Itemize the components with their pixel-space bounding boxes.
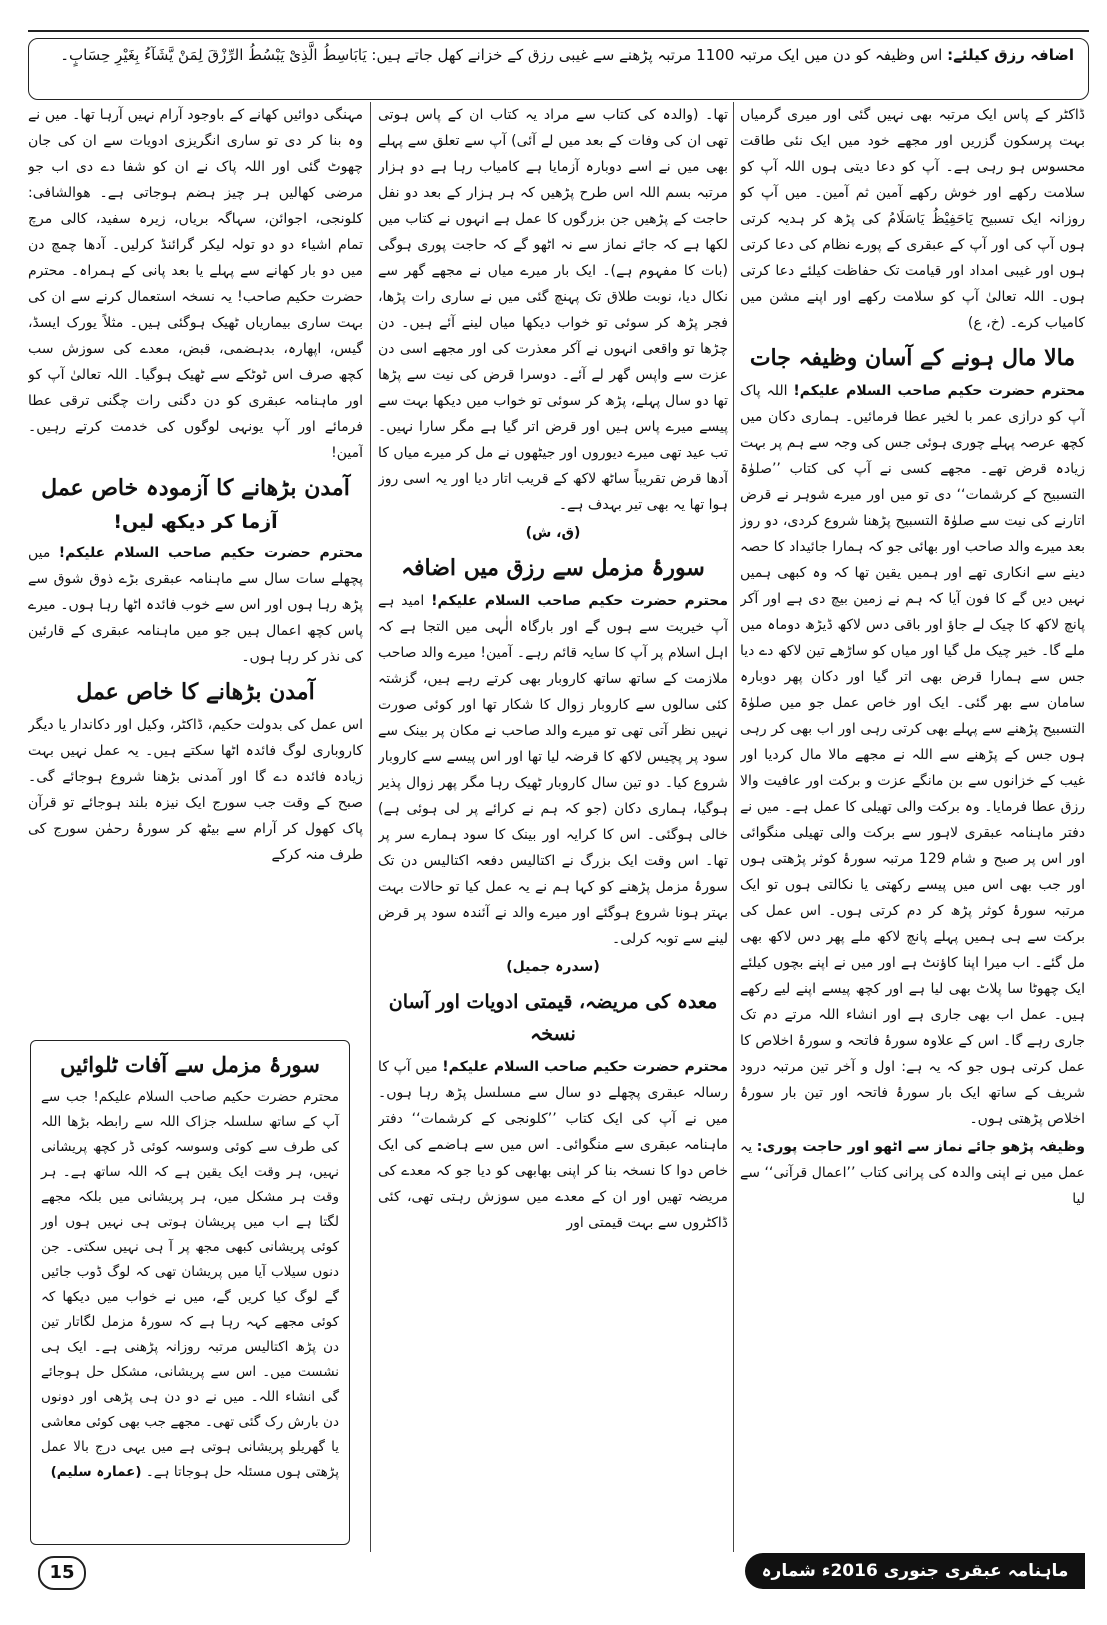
wazifa-banner xyxy=(28,38,1089,100)
left-salute: محترم حضرت حکیم صاحب السلام علیکم! xyxy=(58,545,363,561)
middle-signature: (سدرہ جمیل) xyxy=(506,959,600,975)
magazine-footer: ماہنامہ عبقری جنوری 2016ء شمارہ نمبر 115 xyxy=(745,1553,1085,1589)
middle-salute-2: محترم حضرت حکیم صاحب السلام علیکم! xyxy=(442,1059,728,1075)
right-intro: ڈاکٹر کے پاس ایک مرتبہ بھی نہیں گئی اور میری گرمیاں بہت پرسکون گزریں اور مجھے خود میں ایک نئی طاقت محسوس ہو رہی ہے۔ آپ کو دعا دیتی ہوں اللہ آپ کو سلامت رکھے اور خوش رکھے آمین ثم آمین۔ میں آپ کو روزانہ ایک تسبیح یَاحَفِیْظُ یَاسَلَامُ کی پڑھ کر ہدیہ کرتی ہوں آپ کی اور آپ کے عبقری کے پورے نظام کی دعا کرتی ہوں اور غیبی امداد اور قیامت تک حفاظت کیلئے دعا کرتی ہوں۔ اللہ تعالیٰ آپ کو سلامت رکھے اور اپنے مشن میں کامیاب کرے۔ (خ، ع) xyxy=(740,107,1085,331)
left-column xyxy=(28,102,363,1032)
middle-salute: محترم حضرت حکیم صاحب السلام علیکم! xyxy=(431,593,728,609)
left-body: میں پچھلے سات سال سے ماہنامہ عبقری بڑے ذوق شوق سے پڑھ رہا ہوں اور اس سے خوب فائدہ اٹھا رہا ہوں۔ میرے پاس کچھ اعمال ہیں جو میں ماہنامہ عبقری کے قارئین کی نذر کر رہا ہوں۔ xyxy=(28,545,363,665)
box-body: جب سے آپ کے ساتھ سلسلہ جزاک اللہ سے رابطہ بڑھا اللہ کی طرف سے کوئی وسوسہ کوئی ڈر کچھ پریشانی نہیں، ہر وقت ایک یقین ہے کہ اللہ ساتھ ہے۔ ہر وقت ہر مشکل میں، ہر پریشانی میں بلکہ مجھے لگتا ہے اب میں پریشان ہوتی ہی نہیں ہوں اور کوئی پریشانی کبھی مجھ پر آ ہی نہیں سکتی۔ جن دنوں سیلاب آیا میں پریشان تھی کہ لوگ ڈوب جائیں گے لوگ کیا کریں گے، میں نے خواب میں دیکھا کہ کوئی مجھے کہہ رہا ہے کہ سورۂ مزمل لگاتار تین دن پڑھ اکتالیس مرتبہ روزانہ پڑھنی ہے۔ ایک ہی نشست میں۔ اس سے پریشانی، مشکل حل ہوجائے گی انشاء اللہ۔ میں نے دو دن ہی پڑھی اور دونوں دن بارش رک گئی تھی۔ مجھے جب بھی کوئی معاشی یا گھریلو پریشانی ہوتی ہے میں یہی درج بالا عمل پڑھتی ہوں مسئلہ حل ہوجاتا ہے۔ xyxy=(41,1089,339,1480)
right-salute: محترم حضرت حکیم صاحب السلام علیکم! xyxy=(793,383,1085,399)
left-subheading: آزما کر دیکھ لیں! xyxy=(113,511,278,533)
left-heading: آمدن بڑھانے کا آزمودہ خاص عمل xyxy=(41,475,350,501)
left-intro: مہنگی دوائیں کھانے کے باوجود آرام نہیں آرہا تھا۔ میں نے وہ بنا کر دی تو ساری انگریزی ادویات سے ان کی جان چھوٹ گئی اور اللہ پاک نے ان کو شفا دے دی اب جو مرضی کھالیں ہر چیز ہضم ہوجاتی ہے۔ ھوالشافی: کلونجی، اجوائن، سہاگہ بریاں، زیرہ سفید، کالی مرچ تمام اشیاء دو دو تولہ لیکر گرائنڈ کرلیں۔ آدھا چمچ دن میں دو بار کھانے سے پہلے یا بعد پانی کے ہمراہ۔ محترم حضرت حکیم صاحب! یہ نسخہ استعمال کرنے سے ان کی بہت ساری بیماریاں ٹھیک ہوگئی ہیں۔ مثلاً یورک ایسڈ، گیس، اپھارہ، بدہضمی، قبض، معدے کی سوزش سب کچھ صرف اس ٹوٹکے سے ٹھیک ہوگیا۔ اللہ تعالیٰ آپ کو اور ماہنامہ عبقری کو دن دگنی رات چگنی ترقی عطا فرمائے اور آپ یونہی لوگوں کی خدمت کرتے رہیں۔ آمین! xyxy=(28,107,363,461)
left-body-2: اس عمل کی بدولت حکیم، ڈاکٹر، وکیل اور دکاندار یا دیگر کاروباری لوگ فائدہ اٹھا سکتے ہیں۔ یہ عمل نہیں بہت زیادہ فائدہ دے گا اور آمدنی بڑھنا شروع ہوجائے گی۔ صبح کے وقت جب سورج ایک نیزہ بلند ہوجائے تو قرآن پاک کھول کر آرام سے بیٹھ کر سورۂ رحمٰن سورج کی طرف منہ کرکے xyxy=(28,717,363,863)
banner-lead: اضافہ رزق کیلئے: xyxy=(947,46,1074,64)
box-heading: سورۂ مزمل سے آفات ٹلوائیں xyxy=(60,1052,320,1077)
right-tail: یہ عمل میں نے اپنی والدہ کی پرانی کتاب ’’اعمال قرآنی‘‘ سے لیا xyxy=(740,1139,1085,1207)
banner-text: اس وظیفہ کو دن میں ایک مرتبہ 1100 مرتبہ پڑھنے سے غیبی رزق کے خزانے کھل جاتے ہیں: یَابَاسِطُ الَّذِیْ یَبْسُطُ الرِّزْقَ لِمَنْ یَّشَآءُ بِغَیْرِ حِسَابٍ۔ xyxy=(60,46,943,64)
left-heading-2: آمدن بڑھانے کا خاص عمل xyxy=(76,679,315,705)
middle-column xyxy=(378,102,728,1550)
middle-heading-2: معدہ کی مریضہ، قیمتی ادویات اور آسان نسخہ xyxy=(388,991,718,1045)
right-tail-lead: وظیفہ پڑھو جائے نماز سے اٹھو اور حاجت پوری: xyxy=(756,1139,1085,1155)
middle-heading: سورۂ مزمل سے رزق میں اضافہ xyxy=(401,555,705,581)
right-body: اللہ پاک آپ کو درازی عمر با لخیر عطا فرمائیں۔ ہماری دکان میں کچھ عرصہ پہلے چوری ہوئی جس کی وجہ سے ہم پر بہت زیادہ قرض تھے۔ مجھے کسی نے آپ کی کتاب ’’صلوٰۃ التسبیح کے کرشمات‘‘ دی تو میں اور میرے شوہر نے قرض اتارنے کی نیت سے صلوٰۃ التسبیح پڑھنا شروع کردی، دو روز بعد میرے والد صاحب اور بھائی جو کہ ہمارا جائیداد کا حصہ دینے سے انکاری تھے اور ہمیں یقین تھا کہ وہ کبھی ہمیں نہیں دیں گے کا فون آیا کہ ہم نے زمین بیچ دی ہے اور آکر پانچ لاکھ کا چیک لے جاؤ اور باقی دس لاکھ ڈیڑھ دوماہ میں ملے گا۔ خیر چیک مل گیا اور میاں کو ساڑھے تین لاکھ دے دیا جس سے ہمارا قرض بھی اتر گیا اور دکان پھر دوبارہ سامان سے بھر گئی۔ ایک اور خاص عمل جو میں صلوٰۃ التسبیح پڑھنے سے پہلے بھی کرتی رہی اور اب بھی کر رہی ہوں جس کے پڑھنے سے اللہ نے مجھے مالا مال کردیا اور غیب کے خزانوں سے بن مانگے عزت و برکت اور عافیت والا رزق عطا فرمایا۔ وہ برکت والی تھیلی کا عمل ہے۔ میں نے دفتر ماہنامہ عبقری لاہور سے برکت والی تھیلی منگوائی اور اس پر صبح و شام 129 مرتبہ سورۂ کوثر پڑھتی ہوں اور جب بھی اس میں پیسے رکھتی یا نکالتی ہوں تو ایک مرتبہ سورۂ کوثر پڑھ کر دم کرتی ہوں۔ اس عمل کی برکت سے ہی ہمیں پہلے پانچ لاکھ ملے پھر دس لاکھ بھی مل گئے۔ اب میرا اپنا کاؤنٹ ہے اور میں نے اپنے بچوں کیلئے ایک چھوٹا سا پلاٹ بھی لیا ہے اور کچھ پیسے اپنے لیے رکھے ہیں۔ عمل اب بھی جاری ہے اور انشاء اللہ مرتے دم تک جاری رہے گا۔ اس کے علاوہ سورۂ فاتحہ و سورۂ اخلاص کا عمل کرتی ہوں جو کہ یہ ہے: اول و آخر تین مرتبہ درود شریف کے ساتھ ایک بار سورۂ فاتحہ اور تین بار سورۂ اخلاص پڑھتی ہوں۔ xyxy=(740,383,1085,1127)
middle-body: امید ہے آپ خیریت سے ہوں گے اور بارگاہ الٰہی میں التجا ہے کہ اہل اسلام پر آپ کا سایہ قائم رہے۔ آمین! میرے والد صاحب ملازمت کے ساتھ ساتھ کاروبار بھی کرتے رہے ہیں، گزشتہ کئی سالوں سے کاروبار زوال کا شکار تھا اور کوئی صورت نہیں نظر آتی تھی تو میرے والد صاحب نے مکان پر بینک سے سود پر پچیس لاکھ کا قرضہ لیا تھا اور اس پیسے سے کاروبار شروع کیا۔ دو تین سال کاروبار ٹھیک رہا مگر پھر زوال پذیر ہوگیا، ہماری دکان (جو کہ ہم نے کرائے پر لی ہوئی ہے) خالی ہوگئی۔ اس کا کرایہ اور بینک کا سود ہمارے سر پر تھا۔ اس وقت ایک بزرگ نے اکتالیس دفعہ اکتالیس دن تک سورۂ مزمل پڑھنے کو کہا ہم نے یہ عمل کیا تو حالات بہت بہتر ہونا شروع ہوگئے اور میرے والد نے آئندہ سود پر قرض لینے سے توبہ کرلی۔ xyxy=(378,593,728,947)
middle-intro-signature: (ق، ش) xyxy=(525,525,581,541)
middle-body-2: میں آپ کا رسالہ عبقری پچھلے دو سال سے مسلسل پڑھ رہا ہوں۔ میں نے آپ کی ایک کتاب ’’کلونجی کے کرشمات‘‘ دفتر ماہنامہ عبقری سے منگوائی۔ اس میں سے ہاضمے کی ایک خاص دوا کا نسخہ بنا کر اپنی بھابھی کو دیا جو کہ معدے کی مریضہ تھیں اور ان کے معدے میں سوزش رہتی تھی، کئی ڈاکٹروں سے بہت قیمتی اور xyxy=(378,1059,728,1231)
top-rule xyxy=(28,30,1089,32)
right-heading: مالا مال ہونے کے آسان وظیفہ جات xyxy=(749,345,1076,371)
middle-intro: تھا۔ (والدہ کی کتاب سے مراد یہ کتاب ان کے پاس ہوتی تھی ان کی وفات کے بعد میں لے آئی) آپ سے تعلق سے پہلے بھی میں نے اسے دوبارہ آزمایا ہے کامیاب رہا ہے دو ہزار مرتبہ بسم اللہ اس طرح پڑھیں کہ ہر ہزار کے بعد دو نفل حاجت کے پڑھیں جن بزرگوں کا عمل ہے انہوں نے کتاب میں لکھا ہے کہ جائے نماز سے نہ اٹھو گے کہ حاجت پوری ہوگی (بات کا مفہوم ہے)۔ ایک بار میرے میاں نے مجھے گھر سے نکال دیا، نوبت طلاق تک پہنچ گئی میں نے ساری رات پڑھا، فجر پڑھ کر سوئی تو خواب دیکھا میاں لینے آئے ہیں۔ دن چڑھا تو واقعی انہوں نے آکر معذرت کی اور مجھے اسی دن عزت سے واپس گھر لے آئے۔ دوسرا قرض کی نیت سے پڑھا تھا دو سال پہلے، پڑھ کر سوئی تو خواب میں دیکھا بہت سے پیسے میرے پاس ہیں اور قرض اتر گیا ہے مگر سارا نہیں۔ تب عید تھی میرے دیوروں اور جیٹھوں نے مل کر میرے میاں کا آدھا قرض تقریباً ساٹھ لاکھ کے قریب اتار دیا اور یہ اسی روز ہوا تھا یہ بھی تیر بہدف ہے۔ xyxy=(378,107,728,513)
page-number: 15 xyxy=(38,1556,86,1590)
boxed-article xyxy=(30,1040,350,1545)
column-divider-right xyxy=(733,102,734,1552)
right-column xyxy=(740,102,1085,1550)
box-salute: محترم حضرت حکیم صاحب السلام علیکم! xyxy=(93,1089,339,1105)
box-signature: (عمارہ سلیم) xyxy=(50,1464,142,1480)
column-divider-left xyxy=(370,102,371,1552)
